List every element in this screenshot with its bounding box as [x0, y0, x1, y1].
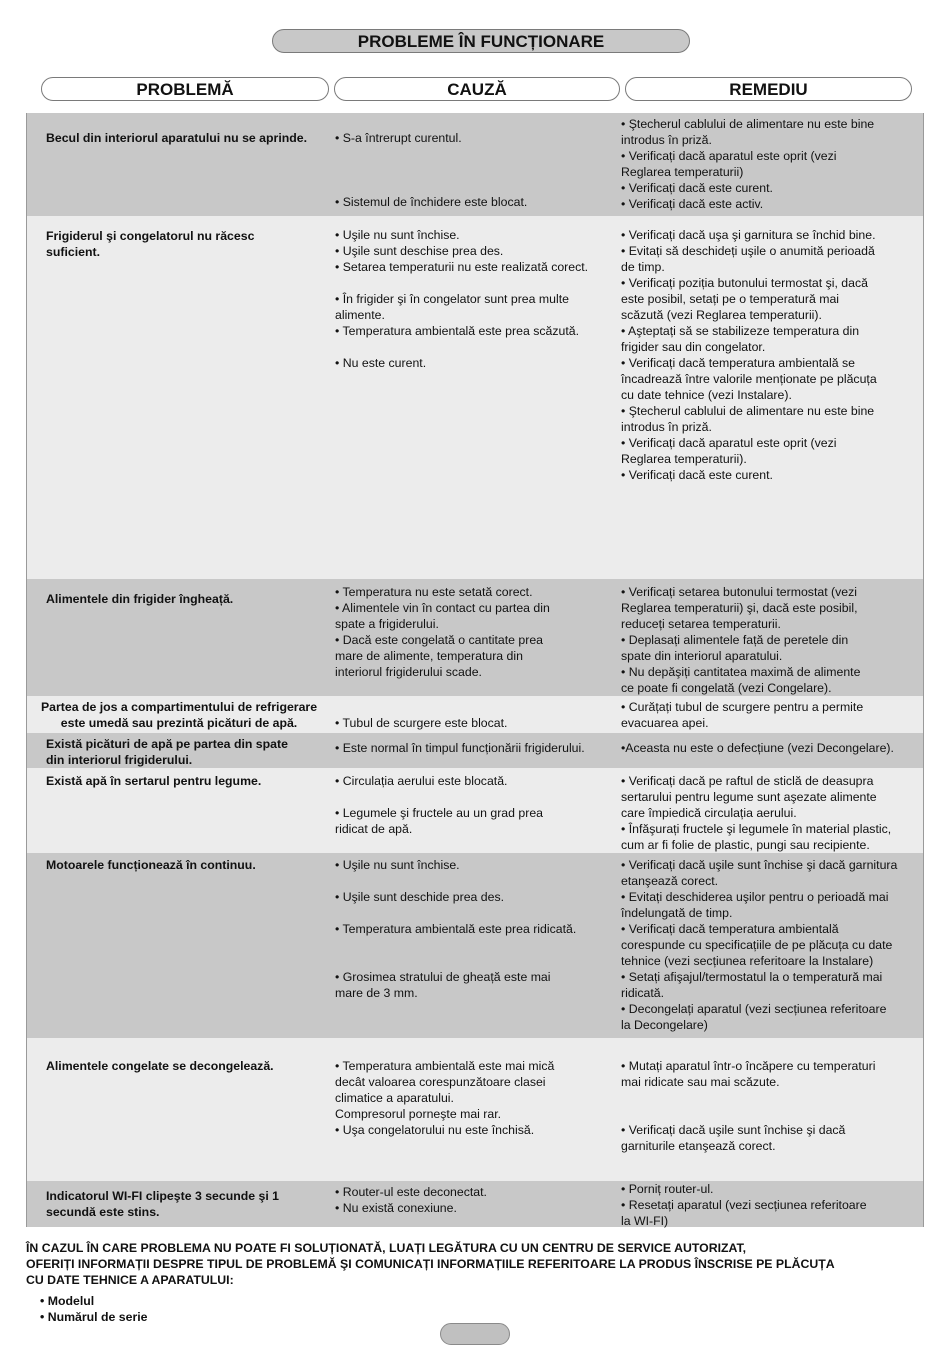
remedy-cell-line: • Aşteptați să se stabilizeze temperatura din — [621, 324, 860, 338]
problem-cell-line: Alimentele congelate se decongelează. — [46, 1059, 274, 1073]
remedy-cell-line: • Verificați dacă temperatura ambientală — [621, 922, 839, 936]
cause-cell-line: • Router-ul este deconectat. — [335, 1185, 487, 1199]
problem-cell-line: secundă este stins. — [46, 1205, 160, 1219]
remedy-cell — [621, 227, 921, 483]
cause-cell-line: • Temperatura ambientală este prea ridicată. — [335, 922, 577, 936]
cause-cell-line: mare de 3 mm. — [335, 986, 418, 1000]
remedy-cell-line: etanşează corect. — [621, 874, 719, 888]
cause-cell — [335, 699, 617, 731]
cause-cell-line: interiorul frigiderului scade. — [335, 665, 482, 679]
cause-cell — [335, 1058, 617, 1138]
cause-cell-line: • Grosimea stratului de gheață este mai — [335, 970, 551, 984]
cause-cell-line: Compresorul porneşte mai rar. — [335, 1107, 502, 1121]
problem-cell — [46, 591, 331, 607]
problem-cell-line: Motoarele funcționează în continuu. — [46, 858, 256, 872]
remedy-cell — [621, 1181, 921, 1229]
cause-cell-line: • Este normal în timpul funcționării frigiderului. — [335, 741, 585, 755]
cause-cell-line: • Setarea temperaturii nu este realizată corect. — [335, 260, 589, 274]
cause-cell-line: • Sistemul de închidere este blocat. — [335, 195, 528, 209]
cause-cell-line: ridicat de apă. — [335, 822, 413, 836]
remedy-cell-line: Reglarea temperaturii). — [621, 452, 747, 466]
cause-cell-line — [335, 339, 617, 355]
remedy-cell — [621, 116, 921, 212]
remedy-cell-line: cum ar fi folie de plastic, pungi sau recipiente. — [621, 838, 870, 852]
remedy-cell-line: • Decongelați aparatul (vezi secțiunea referitoare — [621, 1002, 887, 1016]
header-cause: CAUZĂ — [334, 77, 620, 101]
cause-cell — [335, 857, 617, 1001]
header-remedy: REMEDIU — [625, 77, 912, 101]
remedy-cell-line: • Resetați aparatul (vezi secțiunea referitoare — [621, 1198, 867, 1212]
cause-cell — [335, 227, 617, 371]
cause-cell-line — [335, 905, 617, 921]
remedy-cell-line: • Nu depăşiți cantitatea maximă de alimente — [621, 665, 861, 679]
remedy-cell-line: • Înfăşurați fructele şi legumele în material plastic, — [621, 822, 892, 836]
page-number-badge — [440, 1323, 510, 1345]
remedy-cell-line: • Verificați dacă temperatura ambientală se — [621, 356, 855, 370]
remedy-cell-line: ridicată. — [621, 986, 665, 1000]
remedy-cell-line: spate din interiorul aparatului. — [621, 649, 783, 663]
cause-cell-line: • Uşile sunt deschise prea des. — [335, 244, 504, 258]
remedy-cell-line: garniturile etanşează corect. — [621, 1139, 776, 1153]
problem-cell — [46, 773, 331, 789]
problem-cell-line: Alimentele din frigider îngheață. — [46, 592, 234, 606]
remedy-cell-line: • Evitați deschiderea uşilor pentru o perioadă mai — [621, 890, 889, 904]
remedy-cell-line: • Ştecherul cablului de alimentare nu este bine — [621, 117, 875, 131]
cause-cell-line: • Temperatura ambientală este mai mică — [335, 1059, 555, 1073]
remedy-cell-line: tehnice (vezi secțiunea referitoare la Instalare) — [621, 954, 874, 968]
remedy-cell-line: • Evitați să deschideți uşile o anumită perioadă — [621, 244, 875, 258]
problem-cell-line: Becul din interiorul aparatului nu se aprinde. — [46, 131, 308, 145]
remedy-cell-line: sertarului pentru legume sunt aşezate alimente — [621, 790, 877, 804]
cause-cell — [335, 584, 617, 680]
problem-cell — [46, 130, 331, 146]
remedy-cell — [621, 584, 921, 696]
remedy-cell-line: • Deplasați alimentele față de peretele din — [621, 633, 849, 647]
cause-cell-line: climatice a aparatului. — [335, 1091, 454, 1105]
cause-cell-line: • Temperatura ambientală este prea scăzută. — [335, 324, 580, 338]
table-row — [27, 768, 923, 853]
cause-cell-line — [335, 178, 617, 194]
problem-cell-line: suficient. — [46, 245, 100, 259]
problem-cell — [46, 228, 331, 260]
remedy-cell-line: • Verificați dacă uşile sunt închise şi dacă — [621, 1123, 846, 1137]
problem-cell — [46, 736, 331, 768]
remedy-cell-line — [621, 1106, 921, 1122]
remedy-cell — [621, 740, 921, 756]
remedy-cell-line: de timp. — [621, 260, 665, 274]
problem-cell-line: Există picături de apă pe partea din spate — [46, 737, 288, 751]
remedy-cell-line: cu date tehnice (vezi Instalare). — [621, 388, 792, 402]
cause-cell-line: decât valoarea corespunzătoare clasei — [335, 1075, 546, 1089]
cause-cell — [335, 1184, 617, 1216]
cause-cell — [335, 773, 617, 837]
problem-cell-line: Indicatorul WI-FI clipeşte 3 secunde şi 1 — [46, 1189, 280, 1203]
remedy-cell-line: la Decongelare) — [621, 1018, 708, 1032]
remedy-cell-line: frigider sau din congelator. — [621, 340, 766, 354]
remedy-cell-line: • Verificați dacă aparatul este oprit (vezi — [621, 149, 837, 163]
remedy-cell-line: Reglarea temperaturii) şi, dacă este posibil, — [621, 601, 858, 615]
problem-cell-line: Partea de jos a compartimentului de refrigerare — [40, 700, 318, 714]
footer-bullet: • Modelul — [40, 1294, 95, 1308]
remedy-cell-line: evacuarea apei. — [621, 716, 709, 730]
remedy-cell-line: îndelungată de timp. — [621, 906, 733, 920]
problem-cell-line: din interiorul frigiderului. — [46, 753, 193, 767]
remedy-cell-line: introdus în priză. — [621, 133, 712, 147]
footer-line: ÎN CAZUL ÎN CARE PROBLEMA NU POATE FI SOLUȚIONATĂ, LUAȚI LEGĂTURA CU UN CENTRU DE SERVICE AUTORIZAT, — [26, 1241, 747, 1255]
table-row — [27, 1181, 923, 1227]
remedy-cell-line: • Curățați tubul de scurgere pentru a permite — [621, 700, 864, 714]
cause-cell-line — [335, 873, 617, 889]
cause-cell-line — [335, 162, 617, 178]
cause-cell-line — [335, 789, 617, 805]
remedy-cell — [621, 1058, 921, 1154]
remedy-cell-line: reduceți setarea temperaturii. — [621, 617, 781, 631]
table-row — [27, 733, 923, 768]
remedy-cell — [621, 857, 921, 1033]
cause-cell-line — [335, 146, 617, 162]
header-problem: PROBLEMĂ — [41, 77, 329, 101]
problem-cell — [46, 857, 331, 873]
remedy-cell-line: • Verificați dacă uşa şi garnitura se închid bine. — [621, 228, 876, 242]
table-row — [27, 696, 923, 733]
remedy-cell-line: • Verificați setarea butonului termostat (vezi — [621, 585, 858, 599]
remedy-cell-line: • Verificați dacă este curent. — [621, 181, 773, 195]
table-row — [27, 853, 923, 1038]
remedy-cell-line: corespunde cu specificațiile de pe plăcuța cu date — [621, 938, 893, 952]
remedy-cell-line: • Verificați dacă este curent. — [621, 468, 773, 482]
cause-cell-line: • Uşile sunt deschide prea des. — [335, 890, 505, 904]
cause-cell-line: • Nu este curent. — [335, 356, 427, 370]
problem-cell-line: Frigiderul şi congelatorul nu răcesc — [46, 229, 255, 243]
footer-note — [26, 1240, 926, 1288]
remedy-cell-line: • Ştecherul cablului de alimentare nu este bine — [621, 404, 875, 418]
problem-cell-line: Există apă în sertarul pentru legume. — [46, 774, 262, 788]
cause-cell-line: • Nu există conexiune. — [335, 1201, 457, 1215]
remedy-cell-line: • Porniț router-ul. — [621, 1182, 714, 1196]
table-row — [27, 1038, 923, 1181]
cause-cell-line: • S-a întrerupt curentul. — [335, 131, 462, 145]
cause-cell-line: spate a frigiderului. — [335, 617, 439, 631]
table-row — [27, 113, 923, 216]
cause-cell-line: • Alimentele vin în contact cu partea din — [335, 601, 550, 615]
remedy-cell-line: scăzută (vezi Reglarea temperaturii). — [621, 308, 822, 322]
remedy-cell-line: introdus în priză. — [621, 420, 712, 434]
cause-cell — [335, 740, 617, 756]
remedy-cell-line: •Aceasta nu este o defecțiune (vezi Decongelare). — [621, 741, 894, 755]
remedy-cell-line — [621, 1090, 921, 1106]
cause-cell-line: • Uşile nu sunt închise. — [335, 228, 460, 242]
table-row — [27, 579, 923, 696]
remedy-cell — [621, 699, 921, 731]
remedy-cell-line: care împiedică circulația aerului. — [621, 806, 797, 820]
remedy-cell-line: mai ridicate sau mai scăzute. — [621, 1075, 780, 1089]
cause-cell-line: • Temperatura nu este setată corect. — [335, 585, 533, 599]
cause-cell-line: alimente. — [335, 308, 385, 322]
remedy-cell-line: • Verificați dacă pe raftul de sticlă de deasupra — [621, 774, 874, 788]
remedy-cell-line: • Mutați aparatul într-o încăpere cu temperaturi — [621, 1059, 876, 1073]
remedy-cell-line: • Verificați dacă aparatul este oprit (vezi — [621, 436, 837, 450]
remedy-cell-line: Reglarea temperaturii) — [621, 165, 744, 179]
footer-line: CU DATE TEHNICE A APARATULUI: — [26, 1273, 234, 1287]
footer-bullet: • Numărul de serie — [40, 1310, 148, 1324]
remedy-cell-line: • Verificați dacă este activ. — [621, 197, 764, 211]
table-row — [27, 216, 923, 579]
page-title: PROBLEME ÎN FUNCȚIONARE — [272, 29, 690, 53]
cause-cell-line: • Dacă este congelată o cantitate prea — [335, 633, 544, 647]
cause-cell-line: • În frigider şi în congelator sunt prea multe — [335, 292, 569, 306]
remedy-cell-line: la WI-FI) — [621, 1214, 669, 1228]
remedy-cell-line: • Setați afişajul/termostatul la o temperatură mai — [621, 970, 883, 984]
problem-cell — [46, 1188, 331, 1220]
footer-bullets — [40, 1293, 148, 1325]
cause-cell-line — [335, 699, 617, 715]
remedy-cell — [621, 773, 921, 853]
cause-cell-line: mare de alimente, temperatura din — [335, 649, 523, 663]
problem-cell — [27, 699, 331, 731]
remedy-cell-line: • Verificați dacă uşile sunt închise şi dacă garnitura — [621, 858, 898, 872]
problem-cell — [46, 1058, 331, 1074]
remedy-cell-line: este posibil, setați pe o temperatură mai — [621, 292, 840, 306]
footer-line: OFERIȚI INFORMAȚII DESPRE TIPUL DE PROBLEMĂ ŞI COMUNICAȚI INFORMAȚIILE REFERITOARE LA PRODUS ÎNSCRISE PE PLĂCUȚA — [26, 1257, 835, 1271]
cause-cell-line: • Tubul de scurgere este blocat. — [335, 716, 508, 730]
troubleshooting-table — [26, 113, 924, 1227]
cause-cell-line: • Legumele şi fructele au un grad prea — [335, 806, 544, 820]
cause-cell — [335, 130, 617, 210]
cause-cell-line: • Uşile nu sunt închise. — [335, 858, 460, 872]
problem-cell-line: este umedă sau prezintă picături de apă. — [60, 716, 298, 730]
cause-cell-line — [335, 275, 617, 291]
remedy-cell-line: ce poate fi congelată (vezi Congelare). — [621, 681, 832, 695]
cause-cell-line — [335, 937, 617, 953]
cause-cell-line: • Uşa congelatorului nu este închisă. — [335, 1123, 535, 1137]
cause-cell-line — [335, 953, 617, 969]
cause-cell-line: • Circulația aerului este blocată. — [335, 774, 508, 788]
remedy-cell-line: • Verificați poziția butonului termostat şi, dacă — [621, 276, 868, 290]
remedy-cell-line: încadrează între valorile menționate pe plăcuța — [621, 372, 877, 386]
